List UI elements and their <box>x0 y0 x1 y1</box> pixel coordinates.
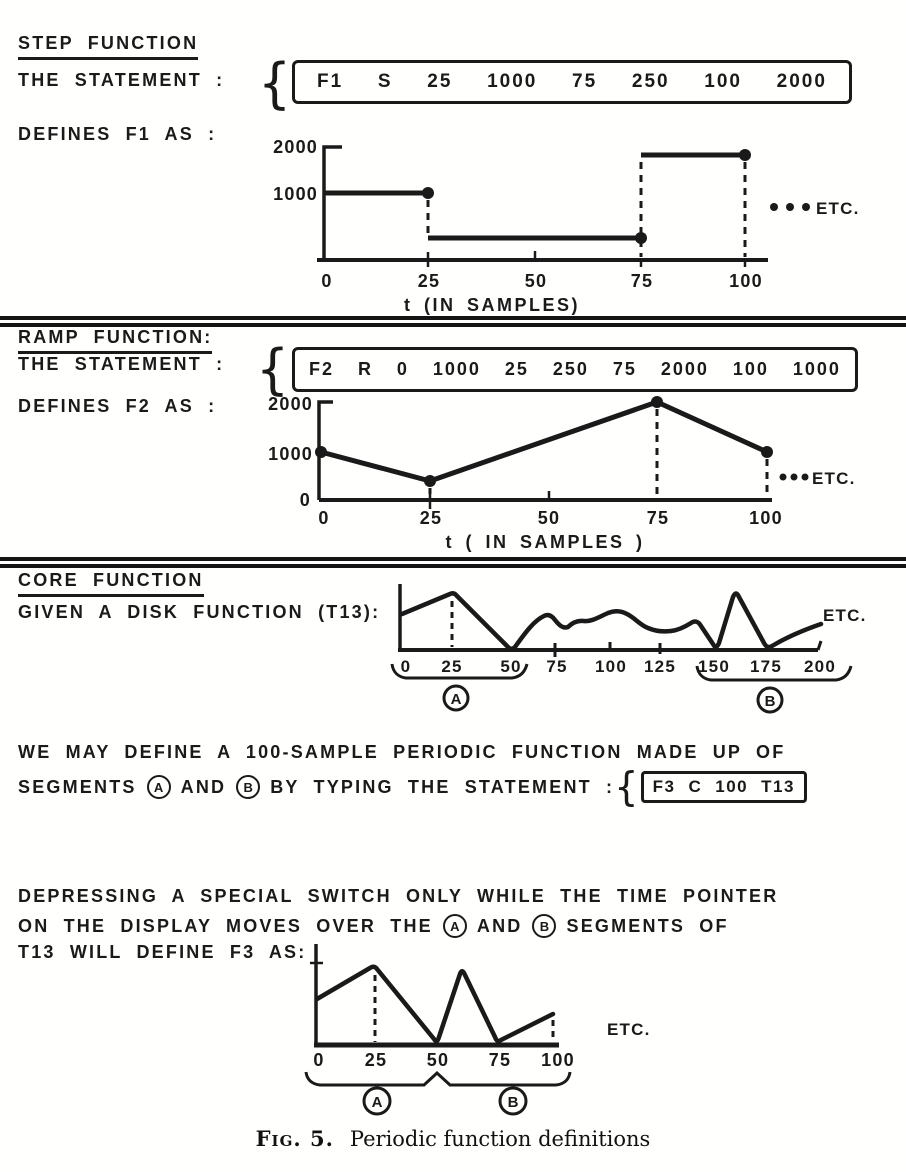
switch-paragraph-line2 <box>18 914 729 938</box>
x-tick-label: 75 <box>546 657 568 676</box>
statement-token: 100 <box>704 71 742 92</box>
x-tick-label: 75 <box>630 271 654 291</box>
data-point-dot <box>761 446 773 458</box>
etc-label: ETC. <box>823 606 867 625</box>
segment-a-letter: A <box>450 691 462 708</box>
statement-token: F3 <box>652 777 676 796</box>
x-tick-label: 25 <box>419 508 443 528</box>
segment-b-badge: B <box>236 775 260 799</box>
disk-function-curve <box>402 593 821 648</box>
segment-a-letter: A <box>371 1094 383 1111</box>
etc-label: ETC. <box>812 469 856 488</box>
statement-token: 250 <box>552 359 589 379</box>
x-tick-label: 50 <box>524 271 548 291</box>
f3-function-chart <box>253 936 685 1118</box>
segment-b-letter: B <box>764 693 776 710</box>
y-tick-label: 1000 <box>268 444 313 464</box>
x-tick-label: 25 <box>417 271 441 291</box>
statement-token: 75 <box>612 359 637 379</box>
statement-token: 0 <box>396 359 409 379</box>
statement-token: 1000 <box>792 359 841 379</box>
x-tick-label: 0 <box>321 271 333 291</box>
statement-token: 2000 <box>660 359 709 379</box>
switch-paragraph-line1: DEPRESSING A SPECIAL SWITCH ONLY WHILE THE TIME POINTER <box>18 886 779 906</box>
statement-paragraph-line2 <box>18 763 807 811</box>
core-statement-box <box>641 771 807 803</box>
data-point-dot <box>315 446 327 458</box>
step-function-chart <box>190 128 906 318</box>
x-tick-label: 75 <box>646 508 670 528</box>
ramp-statement-box <box>292 347 858 392</box>
segment-b-letter: B <box>507 1094 519 1111</box>
x-tick-label: 75 <box>488 1050 512 1070</box>
ellipsis-dot <box>791 474 798 481</box>
core-given-label: GIVEN A DISK FUNCTION (T13): <box>18 602 381 622</box>
x-tick-label: 25 <box>441 657 463 676</box>
x-tick-label: 175 <box>750 657 782 676</box>
data-point-dot <box>739 149 751 161</box>
statement-token: 75 <box>572 71 598 92</box>
data-point-dot <box>651 396 663 408</box>
statement-token: 1000 <box>487 71 538 92</box>
x-tick-label: 100 <box>729 271 763 291</box>
x-tick-label: 50 <box>537 508 561 528</box>
caption-figure-number: Fig. 5. <box>255 1126 334 1151</box>
x-tick-label: 100 <box>595 657 627 676</box>
statement-token: 100 <box>732 359 769 379</box>
section-divider <box>0 316 906 327</box>
ellipsis-dot <box>802 474 809 481</box>
data-point-dot <box>422 187 434 199</box>
ellipsis-dot <box>780 474 787 481</box>
y-tick-label: 2000 <box>273 137 318 157</box>
statement-token: R <box>357 359 373 379</box>
segments-brace <box>306 1072 570 1085</box>
paragraph-text: SEGMENTS <box>18 776 137 797</box>
segment-a-badge: A <box>443 914 467 938</box>
statement-token: 2000 <box>776 71 827 92</box>
disk-function-chart <box>385 576 906 714</box>
x-tick-label: 200 <box>804 657 836 676</box>
x-tick-label: 100 <box>541 1050 575 1070</box>
x-tick-label: 0 <box>318 508 330 528</box>
ramp-section-title: RAMP FUNCTION: <box>18 327 212 354</box>
etc-label: ETC. <box>607 1020 651 1039</box>
statement-token: 250 <box>631 71 670 92</box>
paragraph-text: ON THE DISPLAY MOVES OVER THE <box>18 915 433 936</box>
statement-token: 100 <box>715 777 749 796</box>
statement-token: F1 <box>317 71 344 92</box>
ellipsis-dot <box>786 203 794 211</box>
x-axis-label: t (IN SAMPLES) <box>404 295 580 315</box>
statement-token: 25 <box>504 359 529 379</box>
step-section-title: STEP FUNCTION <box>18 33 198 60</box>
axis-end-tick <box>818 641 821 650</box>
x-tick-label: 25 <box>364 1050 388 1070</box>
statement-token: T13 <box>761 777 795 796</box>
statement-token: C <box>688 777 703 796</box>
statement-token: S <box>377 71 393 92</box>
curly-brace: { <box>614 763 641 811</box>
x-axis-label: t ( IN SAMPLES ) <box>445 532 645 552</box>
x-tick-label: 50 <box>426 1050 450 1070</box>
paragraph-text: AND <box>180 776 227 797</box>
paragraph-text: AND <box>476 915 523 936</box>
f3-curve <box>317 967 553 1041</box>
ramp-function-chart <box>258 390 906 556</box>
data-point-dot <box>424 475 436 487</box>
x-tick-label: 0 <box>400 657 412 676</box>
section-divider <box>0 557 906 568</box>
switch-paragraph-line3: T13 WILL DEFINE F3 AS: <box>18 942 307 962</box>
y-tick-label: 1000 <box>273 184 318 204</box>
x-tick-label: 0 <box>313 1050 325 1070</box>
x-tick-label: 50 <box>500 657 522 676</box>
curly-brace: { <box>256 338 290 402</box>
x-tick-label: 125 <box>644 657 676 676</box>
figure-caption <box>0 1126 906 1151</box>
segment-a-badge: A <box>147 775 171 799</box>
statement-token: 25 <box>427 71 453 92</box>
x-tick-label: 150 <box>698 657 730 676</box>
core-section-title: CORE FUNCTION <box>18 570 204 597</box>
segment-b-badge: B <box>532 914 556 938</box>
x-tick-label: 100 <box>749 508 783 528</box>
caption-text: Periodic function definitions <box>349 1127 651 1151</box>
curly-brace: { <box>258 52 292 116</box>
ramp-statement-label: THE STATEMENT : <box>18 354 225 374</box>
data-point-dot <box>635 232 647 244</box>
y-tick-label: 0 <box>299 490 311 510</box>
step-statement-box <box>292 60 852 104</box>
paragraph-text: BY TYPING THE STATEMENT : <box>270 776 615 797</box>
step-defines-label: DEFINES F1 AS : <box>18 124 217 144</box>
y-tick-label: 2000 <box>268 394 313 414</box>
ramp-defines-label: DEFINES F2 AS : <box>18 396 217 416</box>
ellipsis-dot <box>802 203 810 211</box>
statement-token: 1000 <box>432 359 481 379</box>
step-statement-label: THE STATEMENT : <box>18 70 225 90</box>
statement-paragraph-line1: WE MAY DEFINE A 100-SAMPLE PERIODIC FUNCTION MADE UP OF <box>18 742 786 762</box>
statement-token: F2 <box>309 359 335 379</box>
ramp-line <box>321 402 767 481</box>
y-axis-line <box>324 147 342 260</box>
paragraph-text: SEGMENTS OF <box>566 915 729 936</box>
ellipsis-dot <box>770 203 778 211</box>
etc-label: ETC. <box>816 199 860 218</box>
